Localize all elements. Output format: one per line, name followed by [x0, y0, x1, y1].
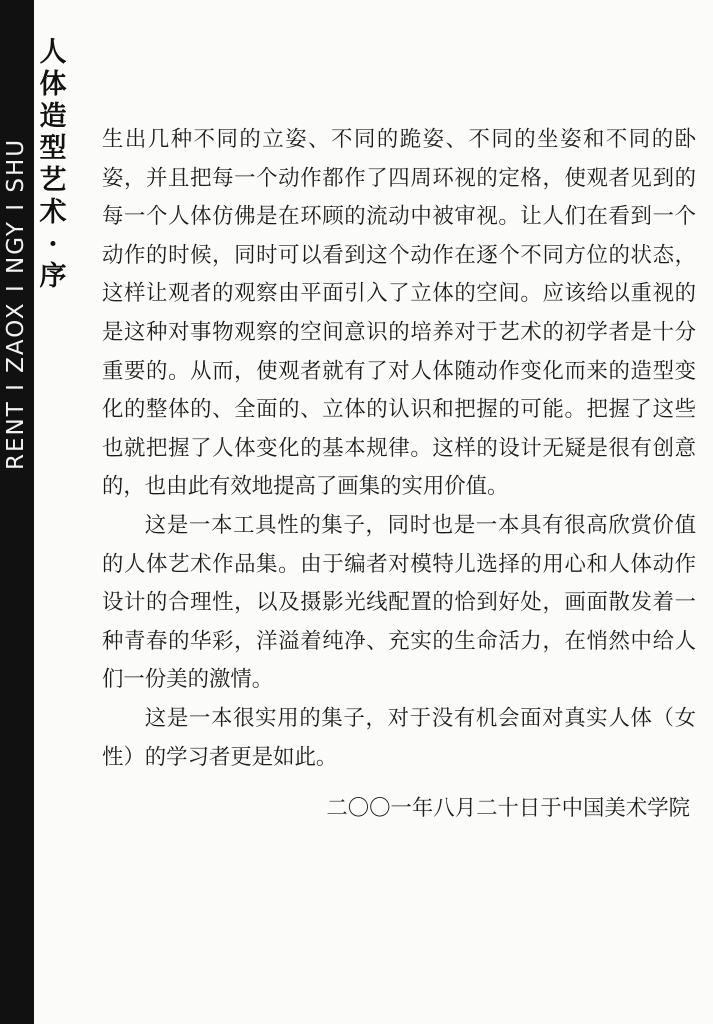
book-title-char: 术 — [39, 197, 67, 228]
paragraph: 生出几种不同的立姿、不同的跪姿、不同的坐姿和不同的卧姿，并且把每一个动作都作了四周环视的定格，使观者见到的每一个人体仿佛是在环顾的流动中被审视。让人们在看到一个动作的时候，同时可以看到这个动作在逐个不同方位的状态，这样让观者的观察由平面引入了立体的空间。应该给以重视的是这种对事物观察的空间意识的培养对于艺术的初学者是十分重要的。从而，使观者就有了对人体随动作变化而来的造型变化的整体的、全面的、立体的认识和把握的可能。把握了这些也就把握了人体变化的基本规律。这样的设计无疑是很有创意的，也由此有效地提高了画集的实用价值。 — [102, 127, 696, 500]
book-title-char: 体 — [39, 69, 67, 100]
book-title-char: 型 — [39, 133, 67, 164]
book-title-char: · — [48, 229, 58, 260]
book-title-char: 人 — [39, 37, 67, 68]
preface-body — [102, 121, 696, 777]
paragraph: 这是一本工具性的集子，同时也是一本具有很高欣赏价值的人体艺术作品集。由于编者对模特儿选择的用心和人体动作设计的合理性，以及摄影光线配置的恰到好处，画面散发着一种青春的华彩，洋溢着纯净、充实的生命活力，在悄然中给人们一份美的激情。 — [102, 512, 696, 693]
sidebar-vertical-text: RENT I ZAOX I NGY I SHU — [3, 137, 29, 470]
book-title-char: 艺 — [39, 165, 67, 196]
date-signature: 二〇〇一年八月二十日于中国美术学院 — [326, 796, 690, 821]
paragraph: 这是一本很实用的集子，对于没有机会面对真实人体（女性）的学习者更是如此。 — [102, 705, 696, 770]
book-title-char: 造 — [39, 101, 67, 132]
book-title-char: 序 — [39, 261, 67, 292]
book-title — [38, 37, 68, 293]
sidebar-strip — [0, 0, 34, 1024]
